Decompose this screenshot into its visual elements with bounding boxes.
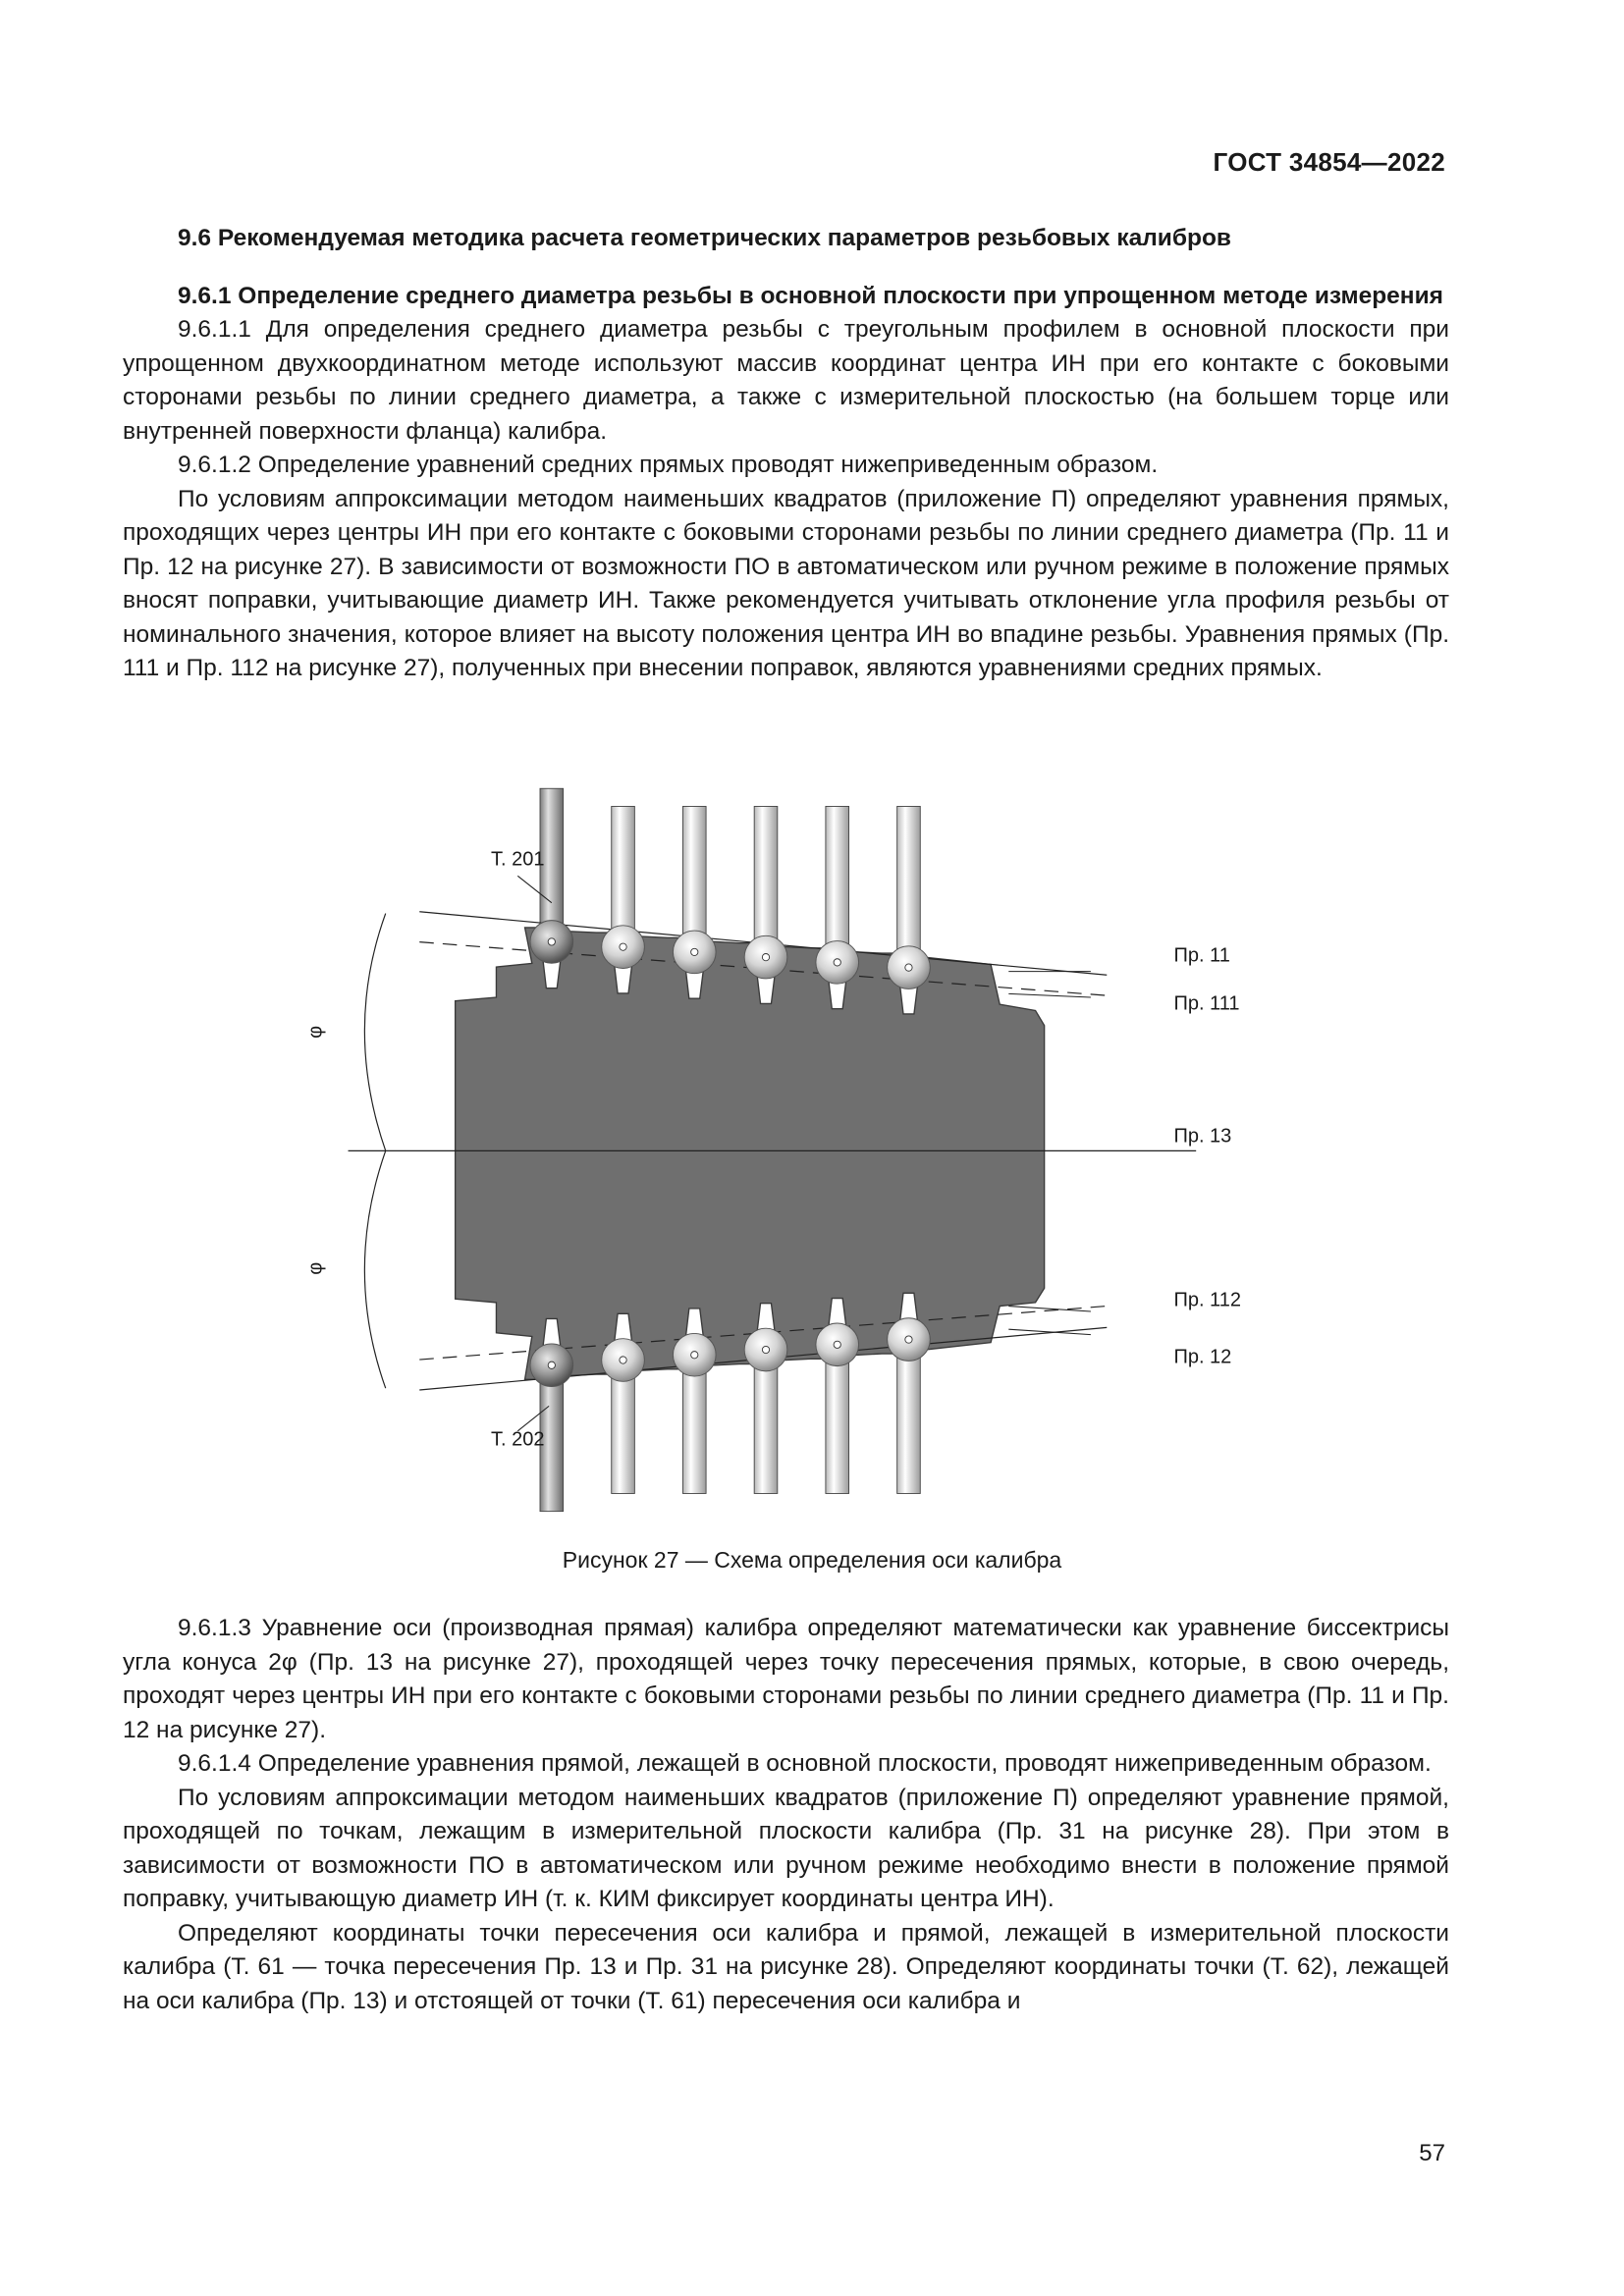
label-t201: Т. 201: [491, 848, 545, 871]
probe-center: [762, 1346, 769, 1353]
figure-caption: Рисунок 27 — Схема определения оси калибра: [562, 1547, 1062, 1573]
paragraph: 9.6.1.2 Определение уравнений средних прямых проводят нижеприведенным образом.: [178, 452, 1159, 478]
top-text-block: [123, 222, 1449, 686]
probe-center: [834, 1341, 840, 1348]
page-number: 57: [1419, 2140, 1445, 2166]
paragraph: Определяют координаты точки пересечения оси калибра и прямой, лежащей в измерительной плоскости калибра (Т. 61 — точка пересечения Пр. 13 и Пр. 31 на рисунке 28). Определяют координаты точки (Т. 62), лежащей на оси калибра (Пр. 13) и отстоящей от точки (Т. 61) пересечения оси калибра и: [123, 1919, 1449, 2014]
probe-stem: [826, 806, 849, 962]
probe-center: [691, 1352, 698, 1359]
gauge-axis-diagram: [295, 772, 1276, 1537]
label-phi-top: φ: [304, 1025, 327, 1039]
probe-center: [762, 954, 769, 961]
paragraph: 9.6.1.3 Уравнение оси (производная прямая) калибра определяют математически как уравнение биссектрисы угла конуса 2φ (Пр. 13 на рисунке 27), проходящей через точку пересечения прямых, которые, в свою очередь, проходят через центры ИН при его контакте с боковыми сторонами резьбы по линии среднего диаметра (Пр. 11 и Пр. 12 на рисунке 27).: [123, 1615, 1449, 1743]
document-code: ГОСТ 34854—2022: [1213, 147, 1445, 177]
probe-stem: [826, 1345, 849, 1494]
label-phi-bottom: φ: [304, 1261, 327, 1275]
probe-center: [548, 1362, 555, 1368]
probe-stem: [754, 806, 778, 957]
paragraph: По условиям аппроксимации методом наименьших квадратов (приложение П) определяют уравнение прямой, проходящей по точкам, лежащим в измерительной плоскости калибра (Пр. 31 на рисунке 28). При этом в зависимости от возможности ПО в автоматическом или ручном режиме необходимо внести в положение прямой поправку, учитывающую диаметр ИН (т. к. КИМ фиксирует координаты центра ИН).: [123, 1784, 1449, 1912]
paragraph: По условиям аппроксимации методом наименьших квадратов (приложение П) определяют уравнения прямых, проходящих через центры ИН при его контакте с боковыми сторонами резьбы по линии среднего диаметра (Пр. 11 и Пр. 12 на рисунке 27). В зависимости от возможности ПО в автоматическом или ручном режиме в положение прямых вносят поправки, учитывающие диаметр ИН. Также рекомендуется учитывать отклонение угла профиля резьбы от номинального значения, которое влияет на высоту положения центра ИН во впадине резьбы. Уравнения прямых (Пр. 111 и Пр. 112 на рисунке 27), полученных при внесении поправок, являются уравнениями средних прямых.: [123, 485, 1449, 681]
probe-center: [548, 938, 555, 945]
label-pr112: Пр. 112: [1173, 1289, 1241, 1311]
paragraph: 9.6.1.4 Определение уравнения прямой, лежащей в основной плоскости, проводят нижеприведенным образом.: [178, 1750, 1432, 1777]
label-pr12: Пр. 12: [1173, 1346, 1232, 1368]
label-pr11: Пр. 11: [1173, 944, 1230, 967]
paragraph: 9.6.1.1 Для определения среднего диаметра резьбы с треугольным профилем в основной плоскости при упрощенном двухкоординатном методе используют массив координат центра ИН при его контакте с боковыми сторонами резьбы по линии среднего диаметра, а также с измерительной плоскостью (на большем торце или внутренней поверхности фланца) калибра.: [123, 316, 1449, 445]
label-pr111: Пр. 111: [1173, 992, 1240, 1015]
angle-arc-top: [364, 914, 385, 1151]
probe-center: [620, 943, 626, 950]
bottom-text-block: [123, 1612, 1449, 2018]
angle-arc-bottom: [364, 1150, 385, 1388]
subsection-heading: 9.6.1 Определение среднего диаметра резьбы в основной плоскости при упрощенном методе измерения: [178, 282, 1443, 309]
leader-pr111: [1008, 993, 1091, 997]
gauge-body: [456, 928, 1045, 1379]
probe-center: [905, 964, 912, 971]
label-t202: Т. 202: [491, 1428, 545, 1451]
probe-center: [905, 1336, 912, 1343]
label-pr13: Пр. 13: [1173, 1125, 1232, 1148]
probe-stem: [897, 1340, 921, 1494]
probe-center: [620, 1357, 626, 1363]
figure-27: [295, 772, 1241, 1537]
probe-stem: [897, 806, 921, 967]
section-heading: 9.6 Рекомендуемая методика расчета геометрических параметров резьбовых калибров: [178, 225, 1231, 251]
probe-center: [834, 959, 840, 966]
probe-center: [691, 948, 698, 955]
